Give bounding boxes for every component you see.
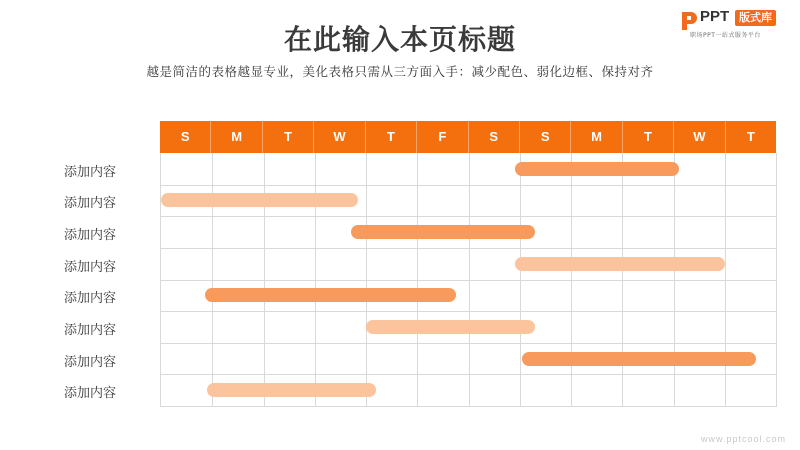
logo-badge: 版式库 xyxy=(735,10,776,26)
brand-logo xyxy=(680,8,795,40)
day-header: F xyxy=(416,121,467,153)
task-bar xyxy=(515,162,679,176)
day-header: M xyxy=(570,121,621,153)
day-header: T xyxy=(262,121,313,153)
grid-row-line xyxy=(161,248,776,249)
task-bar xyxy=(207,383,376,397)
gantt-header xyxy=(160,121,776,153)
logo-brand-text: PPT xyxy=(700,8,730,25)
task-bar xyxy=(351,225,536,239)
task-bar xyxy=(205,288,456,302)
task-bar xyxy=(522,352,755,366)
row-label: 添加内容 xyxy=(64,196,117,212)
row-label: 添加内容 xyxy=(64,386,117,402)
day-header: S xyxy=(468,121,519,153)
row-label: 添加内容 xyxy=(64,259,117,275)
row-label: 添加内容 xyxy=(64,291,117,307)
task-bar xyxy=(366,320,535,334)
grid-row-line xyxy=(161,216,776,217)
grid-row-line xyxy=(161,374,776,375)
day-header: W xyxy=(673,121,724,153)
row-label: 添加内容 xyxy=(64,164,117,180)
watermark: www.pptcool.com xyxy=(700,434,786,444)
task-bar xyxy=(515,257,725,271)
grid-row-line xyxy=(161,343,776,344)
day-header: S xyxy=(519,121,570,153)
row-label: 添加内容 xyxy=(64,228,117,244)
task-bar xyxy=(161,193,358,207)
page-title: 在此输入本页标题 xyxy=(283,23,516,56)
row-label: 添加内容 xyxy=(64,354,117,370)
grid-row-line xyxy=(161,280,776,281)
gantt-chart xyxy=(160,121,776,406)
day-header: T xyxy=(365,121,416,153)
ppt-logo-icon xyxy=(680,10,698,32)
logo-tagline: 职场PPT一站式服务平台 xyxy=(690,32,761,39)
row-label: 添加内容 xyxy=(64,322,117,338)
grid-row-line xyxy=(161,185,776,186)
day-header: W xyxy=(313,121,364,153)
day-header: T xyxy=(725,121,776,153)
grid-row-line xyxy=(161,311,776,312)
gantt-grid xyxy=(160,153,777,407)
page-subtitle: 越是简洁的表格越显专业，美化表格只需从三方面入手：减少配色、弱化边框、保持对齐 xyxy=(146,64,654,79)
day-header: M xyxy=(210,121,261,153)
day-header: T xyxy=(622,121,673,153)
day-header: S xyxy=(180,129,190,144)
